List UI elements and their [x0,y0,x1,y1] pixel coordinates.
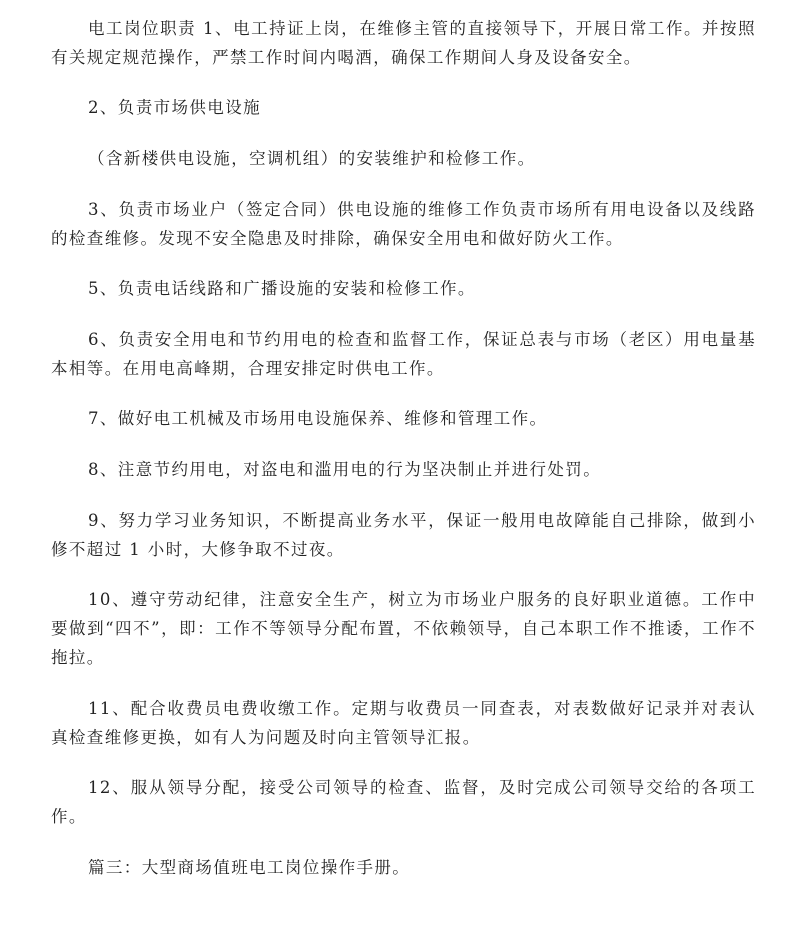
paragraph-duty-2-detail: （含新楼供电设施，空调机组）的安装维护和检修工作。 [88,149,536,168]
paragraph-duty-10: 10、遵守劳动纪律，注意安全生产，树立为市场业户服务的良好职业道德。工作中要做到“四不”，即：工作不等领导分配布置，不依赖领导，自己本职工作不推诿，工作不拖拉。 [51,590,756,667]
paragraph-duty-11: 11、配合收费员电费收缴工作。定期与收费员一同查表，对表数做好记录并对表认真检查维修更换，如有人为问题及时向主管领导汇报。 [51,699,756,747]
paragraph-duty-9: 9、努力学习业务知识，不断提高业务水平，保证一般用电故障能自己排除，做到小修不超过 1 小时，大修争取不过夜。 [51,511,756,559]
paragraph-duty-5: 5、负责电话线路和广播设施的安装和检修工作。 [88,279,476,298]
paragraph-duty-1: 电工岗位职责 1、电工持证上岗，在维修主管的直接领导下，开展日常工作。并按照有关规定规范操作，严禁工作时间内喝酒，确保工作期间人身及设备安全。 [51,19,756,67]
paragraph-duty-8: 8、注意节约用电，对盗电和滥用电的行为坚决制止并进行处罚。 [88,460,602,479]
section-heading-part-three: 篇三：大型商场值班电工岗位操作手册。 [88,858,411,877]
paragraph-duty-7: 7、做好电工机械及市场用电设施保养、维修和管理工作。 [88,409,548,428]
paragraph-duty-2: 2、负责市场供电设施 [88,98,261,117]
paragraph-duty-6: 6、负责安全用电和节约用电的检查和监督工作，保证总表与市场（老区）用电量基本相等。在用电高峰期，合理安排定时供电工作。 [51,330,756,378]
paragraph-duty-12: 12、服从领导分配，接受公司领导的检查、监督，及时完成公司领导交给的各项工作。 [51,778,756,826]
paragraph-duty-3: 3、负责市场业户（签定合同）供电设施的维修工作负责市场所有用电设备以及线路的检查维修。发现不安全隐患及时排除，确保安全用电和做好防火工作。 [51,200,756,248]
